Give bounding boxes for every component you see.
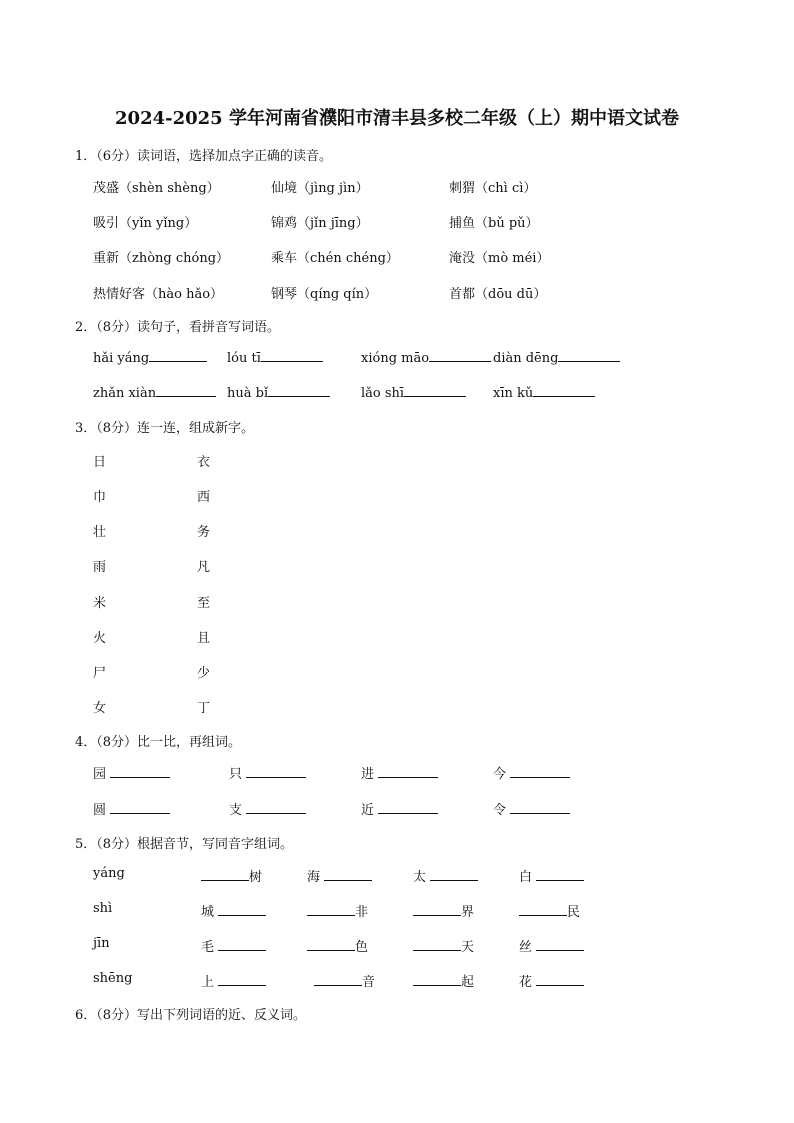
q1-item: 茂盛（shèn shèng） (93, 181, 220, 196)
answer-blank[interactable] (246, 765, 306, 778)
q4-item: 支 (229, 799, 306, 818)
q5-cell: 民 (519, 901, 580, 920)
answer-blank[interactable] (510, 801, 570, 814)
answer-blank[interactable] (201, 868, 249, 881)
q2-item: huà bǐ (227, 384, 330, 401)
question-5-heading: 5．（8分）根据音节，写同音字组词。 (75, 837, 294, 852)
q1-item: 仙境（jìng jìn） (271, 181, 369, 196)
q1-item: 热情好客（hào hǎo） (93, 287, 224, 302)
q1-item: 锦鸡（jǐn jīng） (271, 216, 369, 231)
q1-item: 乘车（chén chéng） (271, 251, 399, 266)
q4-item: 只 (229, 763, 306, 782)
q3-left-char[interactable]: 日 (93, 455, 107, 470)
question-2-heading: 2．（8分）读句子，看拼音写词语。 (75, 320, 281, 335)
answer-blank[interactable] (413, 973, 461, 986)
q5-cell: 白 (519, 866, 584, 885)
answer-blank[interactable] (110, 765, 170, 778)
q3-left-char[interactable]: 火 (93, 631, 107, 646)
q2-item: xīn kǔ (493, 384, 595, 401)
q2-item: lǎo shī (361, 384, 466, 401)
q3-left-char[interactable]: 雨 (93, 560, 107, 575)
q5-cell: 海 (307, 866, 372, 885)
q5-cell: 花 (519, 971, 584, 990)
answer-blank[interactable] (558, 349, 620, 362)
q5-cell: 色 (307, 936, 368, 955)
q2-item: lóu tī (227, 349, 323, 366)
question-3-heading: 3．（8分）连一连，组成新字。 (75, 421, 255, 436)
q1-item: 淹没（mò méi） (449, 251, 550, 266)
answer-blank[interactable] (430, 868, 478, 881)
q4-item: 近 (361, 799, 438, 818)
q4-item: 进 (361, 763, 438, 782)
q1-item: 钢琴（qíng qín） (271, 287, 378, 302)
q5-cell: 树 (201, 866, 262, 885)
q1-item: 捕鱼（bǔ pǔ） (449, 216, 539, 231)
answer-blank[interactable] (429, 349, 491, 362)
q5-cell: 界 (413, 901, 474, 920)
answer-blank[interactable] (324, 868, 372, 881)
q2-item: hǎi yáng (93, 349, 207, 366)
answer-blank[interactable] (261, 349, 323, 362)
answer-blank[interactable] (378, 765, 438, 778)
answer-blank[interactable] (413, 903, 461, 916)
q3-right-char[interactable]: 衣 (197, 455, 211, 470)
answer-blank[interactable] (268, 384, 330, 397)
answer-blank[interactable] (413, 938, 461, 951)
q3-right-char[interactable]: 西 (197, 490, 211, 505)
q2-item: xióng māo (361, 349, 491, 366)
q5-cell: 起 (413, 971, 474, 990)
q3-right-char[interactable]: 丁 (197, 701, 211, 716)
answer-blank[interactable] (536, 938, 584, 951)
q2-item: zhǎn xiàn (93, 384, 216, 401)
question-6-heading: 6．（8分）写出下列词语的近、反义词。 (75, 1008, 307, 1023)
q1-item: 首都（dōu dū） (449, 287, 547, 302)
question-1-heading: 1．（6分）读词语，选择加点字正确的读音。 (75, 149, 333, 164)
answer-blank[interactable] (510, 765, 570, 778)
q4-item: 今 (493, 763, 570, 782)
q3-left-char[interactable]: 尸 (93, 666, 107, 681)
answer-blank[interactable] (533, 384, 595, 397)
q5-cell: 音 (314, 971, 375, 990)
answer-blank[interactable] (218, 938, 266, 951)
q3-left-char[interactable]: 女 (93, 701, 107, 716)
q5-cell: 上 (201, 971, 266, 990)
q5-cell: 太 (413, 866, 478, 885)
q5-cell: 天 (413, 936, 474, 955)
answer-blank[interactable] (218, 973, 266, 986)
q3-right-char[interactable]: 少 (197, 666, 211, 681)
answer-blank[interactable] (149, 349, 207, 362)
q5-pinyin: shì (93, 901, 113, 916)
answer-blank[interactable] (218, 903, 266, 916)
answer-blank[interactable] (156, 384, 216, 397)
q5-pinyin: jīn (93, 936, 110, 951)
exam-title: 2024-2025 学年河南省濮阳市清丰县多校二年级（上）期中语文试卷 (115, 108, 679, 129)
answer-blank[interactable] (536, 973, 584, 986)
q1-item: 吸引（yǐn yǐng） (93, 216, 198, 231)
answer-blank[interactable] (314, 973, 362, 986)
q3-left-char[interactable]: 巾 (93, 490, 107, 505)
q3-left-char[interactable]: 米 (93, 596, 107, 611)
q1-item: 刺猬（chì cì） (449, 181, 537, 196)
q5-pinyin: yáng (93, 866, 125, 881)
q5-cell: 丝 (519, 936, 584, 955)
answer-blank[interactable] (378, 801, 438, 814)
q3-right-char[interactable]: 且 (197, 631, 211, 646)
q4-item: 圆 (93, 799, 170, 818)
answer-blank[interactable] (519, 903, 567, 916)
q5-cell: 城 (201, 901, 266, 920)
answer-blank[interactable] (404, 384, 466, 397)
q4-item: 园 (93, 763, 170, 782)
q5-cell: 非 (307, 901, 368, 920)
q4-item: 令 (493, 799, 570, 818)
q3-left-char[interactable]: 壮 (93, 525, 107, 540)
q3-right-char[interactable]: 至 (197, 596, 211, 611)
answer-blank[interactable] (110, 801, 170, 814)
answer-blank[interactable] (246, 801, 306, 814)
answer-blank[interactable] (307, 903, 355, 916)
question-4-heading: 4．（8分）比一比，再组词。 (75, 735, 242, 750)
answer-blank[interactable] (536, 868, 584, 881)
answer-blank[interactable] (307, 938, 355, 951)
q2-item: diàn dēng (493, 349, 620, 366)
q1-item: 重新（zhòng chóng） (93, 251, 230, 266)
q5-pinyin: shēng (93, 971, 133, 986)
q3-right-char[interactable]: 务 (197, 525, 211, 540)
q5-cell: 毛 (201, 936, 266, 955)
q3-right-char[interactable]: 凡 (197, 560, 211, 575)
